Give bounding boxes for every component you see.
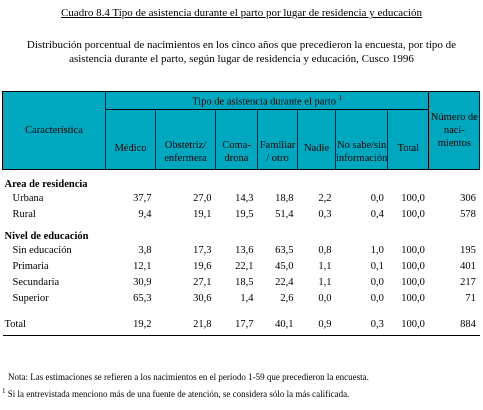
cell: 2,2 [318, 192, 332, 204]
cell: 401 [460, 260, 476, 272]
header-group [106, 92, 429, 110]
total-label: Total [3, 315, 106, 335]
cell: 27,0 [193, 192, 212, 204]
table-title: Cuadro 8.4 Tipo de asistencia durante el parto por lugar de residencia y educación [60, 7, 423, 19]
cell: 17,3 [193, 244, 212, 256]
cell: 65,3 [133, 292, 152, 304]
cell: 12,1 [133, 260, 152, 272]
cell: 306 [460, 192, 476, 204]
cell: 100,0 [401, 292, 425, 304]
cell: 19,6 [193, 260, 212, 272]
section-title-row [3, 179, 480, 190]
header-col-6: Total [388, 110, 429, 170]
total-cell: 0,9 [298, 315, 336, 335]
cell: 14,3 [235, 192, 254, 204]
cell: 0,0 [370, 276, 384, 288]
cell: 18,5 [235, 276, 254, 288]
section-title: Area de residencia [4, 179, 88, 190]
cell: 0,0 [318, 292, 332, 304]
cell: 30,6 [193, 292, 212, 304]
header-group-label: Tipo de asistencia durante el parto [192, 96, 337, 108]
footnote-mark: 1 [2, 387, 6, 395]
total-row [3, 315, 480, 335]
header-characteristic: Característica [3, 92, 106, 170]
cell: 27,1 [193, 276, 212, 288]
cell: 0,8 [318, 244, 332, 256]
table-row [3, 258, 480, 274]
cell: 195 [460, 244, 476, 256]
row-label: Secundaria [12, 276, 60, 288]
cell: 1,4 [240, 292, 254, 304]
cell: 13,6 [235, 244, 254, 256]
footnote-text: Si la entrevistada menciono más de una fuente de atención, se considera sólo la más calificada. [7, 389, 350, 399]
row-label: Urbana [12, 192, 44, 204]
table-row [3, 290, 480, 306]
cell: 18,8 [275, 192, 294, 204]
header-group-note: 1 [338, 94, 343, 103]
cell: 0,0 [370, 292, 384, 304]
total-cell: 884 [429, 315, 480, 335]
cell: 1,0 [370, 244, 384, 256]
cell: 100,0 [401, 244, 425, 256]
cell: 0,1 [370, 260, 384, 272]
cell: 22,1 [235, 260, 254, 272]
header-col-4: Nadie [298, 110, 336, 170]
total-cell: 19,2 [106, 315, 156, 335]
footnote-1 [2, 387, 349, 399]
cell: 1,1 [318, 260, 332, 272]
cell: 217 [460, 276, 476, 288]
cell: 100,0 [401, 192, 425, 204]
header-col-5: No sabe/sin información [336, 110, 388, 170]
cell: 100,0 [401, 208, 425, 220]
section-title: Nivel de educación [4, 231, 89, 242]
cell: 45,0 [275, 260, 294, 272]
row-label: Primaria [12, 260, 49, 272]
cell: 22,4 [275, 276, 294, 288]
row-label: Sin educación [12, 244, 72, 256]
cell: 51,4 [275, 208, 294, 220]
header-col-1: Obstetriz/ enfermera [156, 110, 216, 170]
footnote-note: Nota: Las estimaciones se refieren a los nacimientos en el período 1-59 que precedieron la encuesta. [8, 372, 369, 382]
table-row [3, 190, 480, 206]
cell: 30,9 [133, 276, 152, 288]
table-row [3, 242, 480, 258]
total-cell: 17,7 [216, 315, 258, 335]
cell: 2,6 [280, 292, 294, 304]
cell: 0,0 [370, 192, 384, 204]
total-cell: 100,0 [388, 315, 429, 335]
header-col-2: Coma- drona [216, 110, 258, 170]
total-cell: 0,3 [336, 315, 388, 335]
header-col-0: Médico [106, 110, 156, 170]
cell: 578 [460, 208, 476, 220]
header-births: Número de naci- mientos [429, 92, 480, 170]
cell: 9,4 [138, 208, 152, 220]
table-row [3, 274, 480, 290]
header-col-3: Familiar / otro [258, 110, 298, 170]
cell: 3,8 [138, 244, 152, 256]
cell: 100,0 [401, 260, 425, 272]
section-title-row [3, 231, 480, 242]
table-row [3, 206, 480, 222]
cell: 19,1 [193, 208, 212, 220]
cell: 71 [465, 292, 476, 304]
table-subtitle: Distribución porcentual de nacimientos en los cinco años que precedieron la encuesta, por tipo de asistencia durante el parto, según lugar de residencia y educación, Cusco 1996 [26, 39, 457, 65]
row-label: Rural [12, 208, 36, 220]
cell: 100,0 [401, 276, 425, 288]
cell: 0,4 [370, 208, 384, 220]
total-cell: 40,1 [258, 315, 298, 335]
cell: 63,5 [275, 244, 294, 256]
cell: 0,3 [318, 208, 332, 220]
total-cell: 21,8 [156, 315, 216, 335]
cell: 37,7 [133, 192, 152, 204]
data-table [2, 91, 480, 336]
cell: 19,5 [235, 208, 254, 220]
cell: 1,1 [318, 276, 332, 288]
row-label: Superior [12, 292, 49, 304]
